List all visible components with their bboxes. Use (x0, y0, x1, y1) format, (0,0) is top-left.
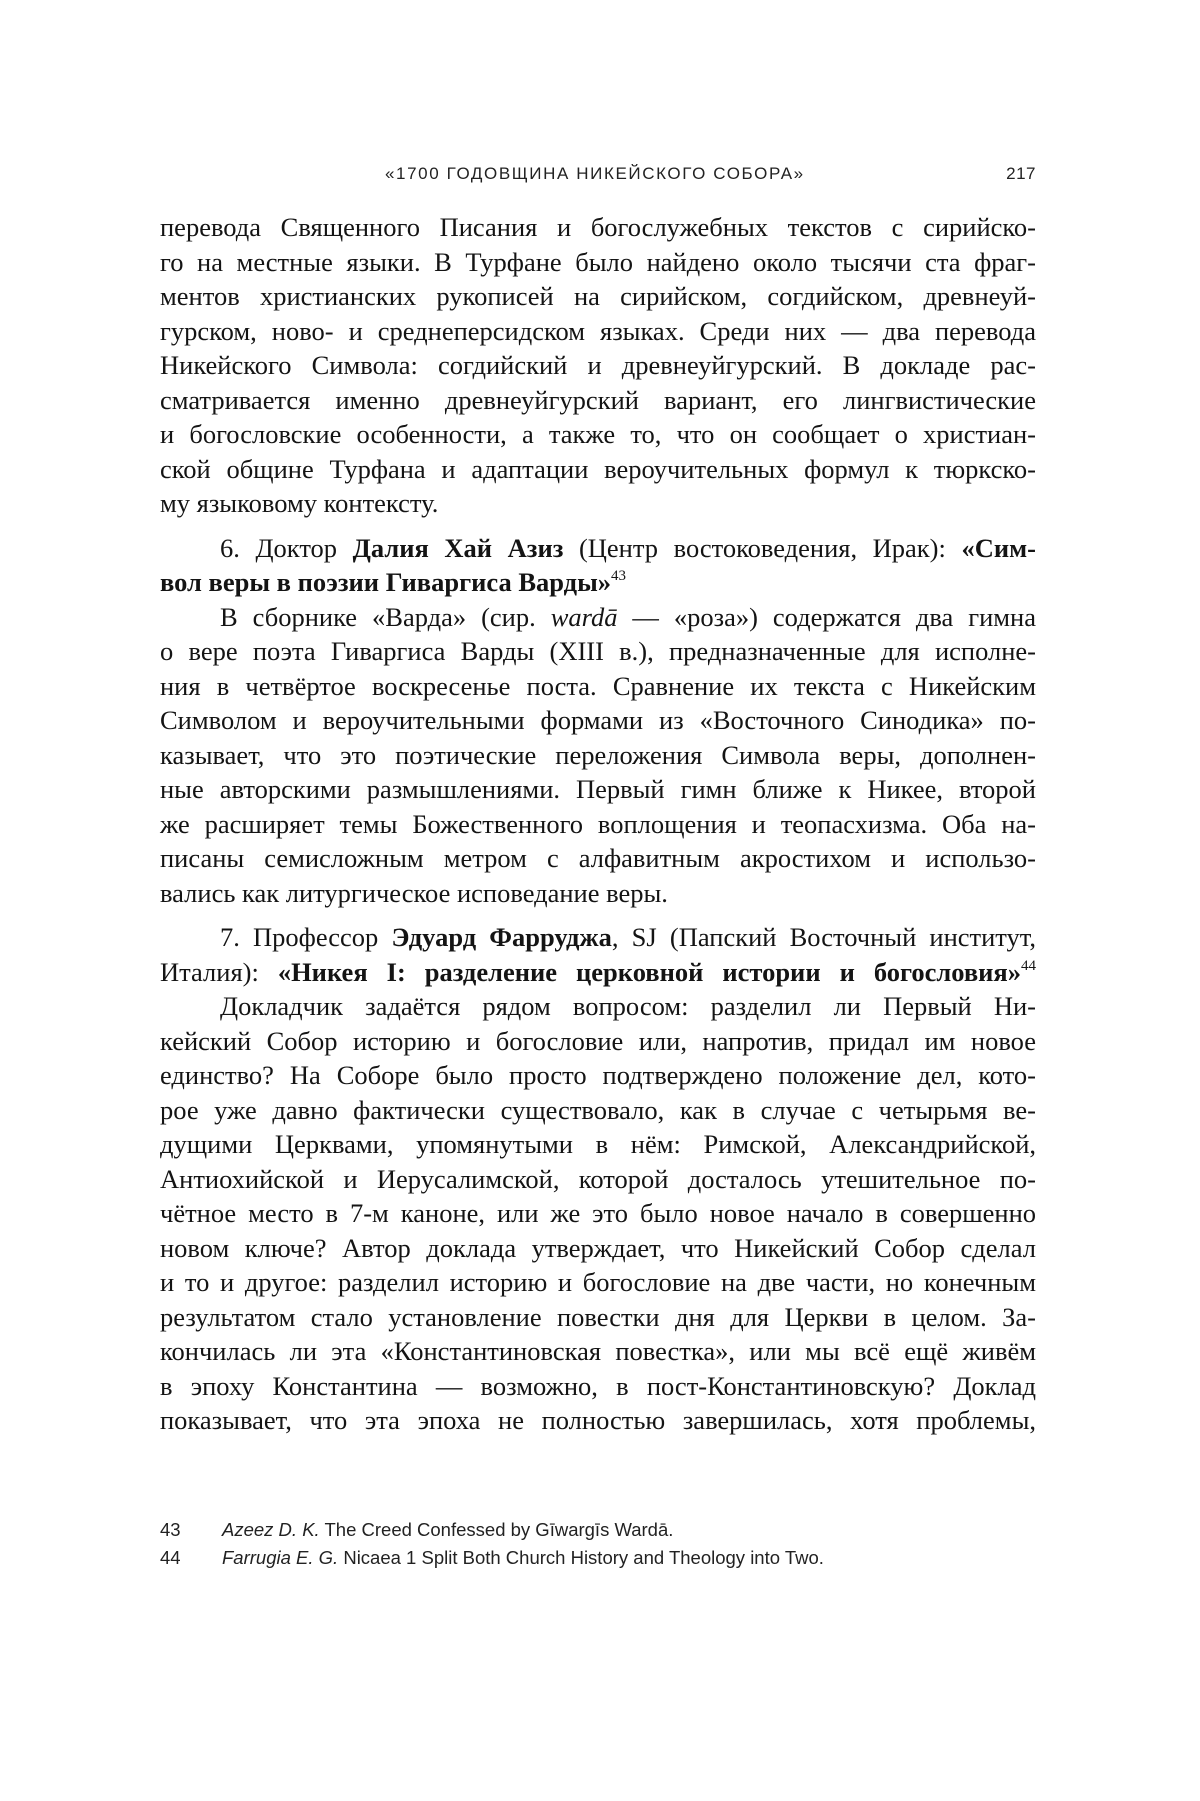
footnote-author: Farrugia E. G. (222, 1547, 339, 1568)
report-item-7 (160, 920, 1036, 1438)
text-line: гурском, ново- и среднеперсидском языках. Среди них — два перевода (160, 315, 1036, 346)
text-line: казывает, что это поэтические переложения Символа веры, дополнен- (160, 739, 1036, 770)
text-line: результатом стало установление повестки дня для Церкви в целом. За- (160, 1301, 1036, 1332)
text-line: писаны семисложным метром с алфавитным акростихом и использо- (160, 843, 1036, 873)
report-title: «Никея I: разделение церковной истории и богословия» (277, 956, 1021, 987)
footnote-title: Nicaea 1 Split Both Church History and Theology into Two. (338, 1547, 824, 1568)
text-line: чётное место в 7-м каноне, или же это было новое начало в совершенно (160, 1198, 1036, 1228)
text-fragment: — «роза») содержатся два гимна (617, 601, 1036, 632)
report-title: вол веры в поэзии Гиваргиса Варды» (160, 567, 612, 597)
text-line: кончилась ли эта «Константиновская повестка», или мы всё ещё живём (160, 1336, 1036, 1366)
speaker-affiliation: , SJ (Папский Восточный институт, (611, 922, 1036, 952)
text-line: перевода Священного Писания и богослужебных текстов с сирийско- (160, 212, 1036, 242)
footnote-ref: 43 (611, 568, 627, 584)
text-line: Никейского Символа: согдийский и древнеуйгурский. В докладе рас- (160, 350, 1036, 380)
text-line: ской общине Турфана и адаптации вероучительных формул к тюркско- (160, 453, 1036, 484)
text-line: рое уже давно фактически существовало, как в случае с четырьмя ве- (160, 1094, 1036, 1125)
footnote-ref: 44 (1021, 957, 1036, 974)
running-title: «1700 ГОДОВЩИНА НИКЕЙСКОГО СОБОРА» (385, 164, 805, 183)
text-fragment: В сборнике «Варда» (сир. (220, 601, 551, 632)
footnote-number: 44 (160, 1547, 181, 1568)
text-line: кейский Собор историю и богословие или, напротив, придал им новое (160, 1025, 1036, 1056)
text-line (160, 600, 1036, 635)
speaker-affiliation: (Центр востоковедения, Ирак): (563, 532, 962, 563)
footnotes (160, 1516, 1036, 1572)
text-line: же расширяет темы Божественного воплощения и теопасхизма. Оба на- (160, 808, 1036, 839)
text-line: показывает, что эта эпоха не полностью завершилась, хотя проблемы, (160, 1405, 1036, 1435)
text-line: вались как литургическое исповедание веры. (160, 877, 668, 908)
running-head (160, 160, 1036, 188)
item-number: 6. Доктор (220, 532, 353, 563)
text-line: го на местные языки. В Турфане было найдено около тысячи ста фраг- (160, 246, 1036, 277)
text-line: ния в четвёртое воскресенье поста. Сравнение их текста с Никейским (160, 670, 1036, 701)
text-line: Антиохийской и Иерусалимской, которой досталось утешительное по- (160, 1163, 1036, 1194)
footnote-number: 43 (160, 1519, 181, 1540)
text-line: о вере поэта Гиваргиса Варды (XIII в.), предназначенные для исполне- (160, 636, 1036, 666)
text-line: единство? На Соборе было просто подтверждено положение дел, кото- (160, 1060, 1036, 1090)
speaker-name: Эдуард Фарруджа (391, 922, 612, 952)
intro-paragraph (160, 210, 1036, 521)
footnote-43 (160, 1516, 1036, 1544)
item-number: 7. Профессор (220, 922, 392, 952)
report-item-6 (160, 531, 1036, 911)
text-line: ные авторскими размышлениями. Первый гимн ближе к Никее, второй (160, 774, 1036, 804)
page-number: 217 (1006, 164, 1036, 183)
footnote-author: Azeez D. K. (222, 1519, 320, 1540)
text-line: сматривается именно древнеуйгурский вариант, его лингвистические (160, 384, 1036, 415)
text-line: дущими Церквами, упомянутыми в нём: Римской, Александрийской, (160, 1129, 1036, 1159)
footnote-44 (160, 1544, 1036, 1572)
text-line: и то и другое: разделил историю и богословие на две части, но конечным (160, 1267, 1036, 1297)
report-title: «Сим- (961, 532, 1036, 563)
report-heading-line (160, 955, 1036, 990)
report-heading-line (160, 565, 1036, 600)
report-heading-line (160, 920, 1036, 955)
report-heading-line (160, 531, 1036, 566)
text-line: Докладчик задаётся рядом вопросом: разделил ли Первый Ни- (220, 991, 1036, 1021)
speaker-name: Далия Хай Азиз (352, 532, 564, 563)
text-line: в эпоху Константина — возможно, в пост-Константиновскую? Доклад (160, 1370, 1036, 1401)
main-text (160, 210, 1036, 1438)
footnote-title: The Creed Confessed by Gīwargīs Wardā. (319, 1519, 674, 1540)
speaker-affiliation: Италия): (160, 956, 278, 987)
text-line: новом ключе? Автор доклада утверждает, что Никейский Собор сделал (160, 1232, 1036, 1263)
text-line: ментов христианских рукописей на сирийском, согдийском, древнеуй- (160, 281, 1036, 311)
text-line: му языковому контексту. (160, 488, 439, 518)
text-line: и богословские особенности, а также то, что он сообщает о христиан- (160, 419, 1036, 449)
text-line: Символом и вероучительными формами из «Восточного Синодика» по- (160, 705, 1036, 735)
italic-term: wardā (550, 601, 618, 632)
